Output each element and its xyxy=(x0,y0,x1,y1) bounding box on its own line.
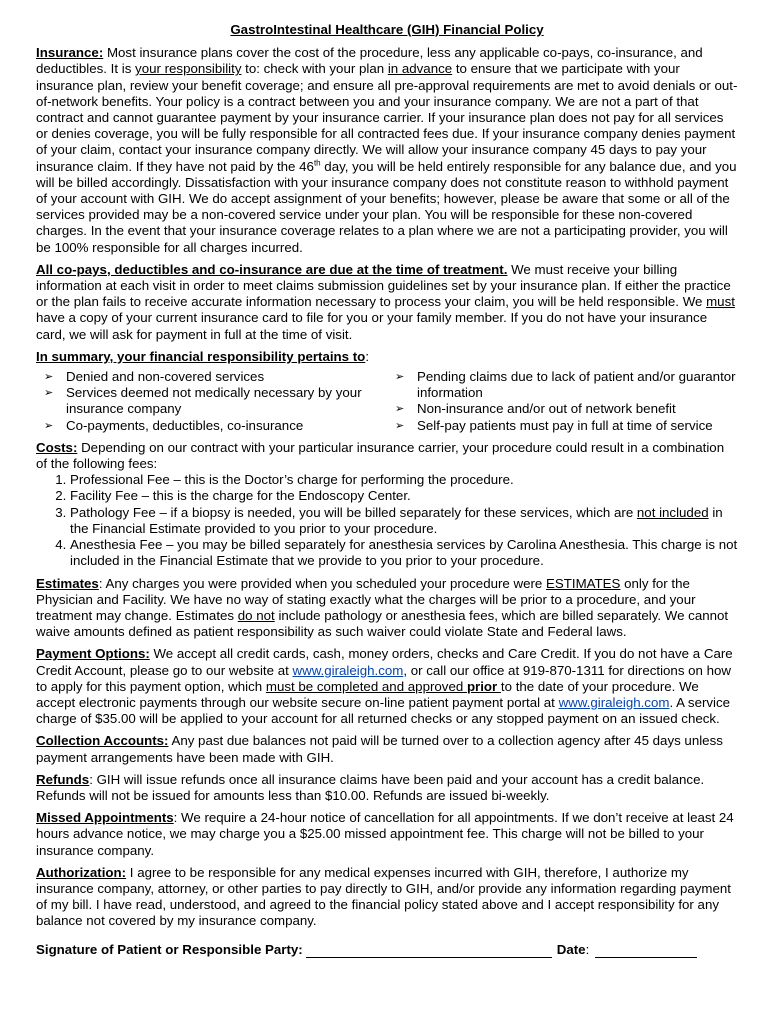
signature-line[interactable] xyxy=(306,945,552,958)
estimates-heading: Estimates xyxy=(36,575,99,591)
arrow-bullet-icon: ➢ xyxy=(44,371,54,384)
summary-section: In summary, your financial responsibility pertains to: ➢ Denied and non-covered services ➢ Services deemed not medically necessary by your insurance company ➢ Co-payments, deductibles, co-insurance ➢ Pending claims due to lack of patient and/or guarantor information ➢ Non-insurance and/or out of network benefit ➢ Self-pay patients must pay in full at time of service xyxy=(36,349,738,434)
costs-section: Costs: Depending on our contract with your particular insurance carrier, your procedure could result in a combination of the following fees: 1. Professional Fee – this is the Doctor’s charge for performing the procedure. 2. Facility Fee – this is the charge for the Endoscopy Center. 3. Pathology Fee – if a biopsy is needed, you will be billed separately for these services, which are not included in the Financial Estimate provided to you prior to your procedure. 4. Anesthesia Fee – you may be billed separately for anesthesia services by Carolina Anesthesia. This charge is not included in the Financial Estimate that we provide to you prior to your procedure. xyxy=(36,440,738,570)
arrow-bullet-icon: ➢ xyxy=(395,419,405,432)
arrow-bullet-icon: ➢ xyxy=(44,387,54,400)
summary-item: ➢ Services deemed not medically necessary by your insurance company xyxy=(44,385,362,417)
summary-item: ➢ Co-payments, deductibles, co-insurance xyxy=(44,417,304,433)
page-title: GastroIntestinal Healthcare (GIH) Financial Policy xyxy=(230,22,544,37)
collection-section: Collection Accounts: Any past due balances not paid will be turned over to a collection agency after 45 days unless payment arrangements have been made with GIH. xyxy=(36,733,723,765)
website-link[interactable]: www.giraleigh.com xyxy=(558,694,670,710)
insurance-heading: Insurance: xyxy=(36,45,104,61)
summary-heading: In summary, your financial responsibility pertains to xyxy=(36,348,366,364)
payment-heading: Payment Options: xyxy=(36,646,150,662)
collection-heading: Collection Accounts: xyxy=(36,733,169,749)
arrow-bullet-icon: ➢ xyxy=(395,403,405,416)
policy-page xyxy=(36,22,738,958)
payment-section: Payment Options: We accept all credit cards, cash, money orders, checks and Care Credit. If you do not have a Care Credit Account, please go to our website at www.giraleigh.com, or call our office at 919-870-1311 for directions on how to apply for this payment option, which must be completed and approved prior to the date of your procedure. We accept electronic payments through our website secure on-line patient payment portal at www.giraleigh.com. A service charge of $35.00 will be applied to your account for all returned checks or any stopped payment on an issued check. xyxy=(36,646,733,727)
signature-label: Signature of Patient or Responsible Party: xyxy=(36,941,303,957)
missed-heading: Missed Appointments xyxy=(36,810,174,826)
authorization-section: Authorization: I agree to be responsible for any medical expenses incurred with GIH, therefore, I authorize my insurance company, attorney, or other parties to pay directly to GIH, and/or provide any information regarding payment of my bill. I have read, understood, and agreed to the financial policy stated above and I accept responsibility for any balance not covered by my insurance company. xyxy=(36,864,731,929)
summary-item: ➢ Denied and non-covered services xyxy=(44,369,265,385)
signature-row xyxy=(36,942,738,958)
summary-item: ➢ Non-insurance and/or out of network benefit xyxy=(395,401,676,417)
date-label: Date: xyxy=(556,941,590,957)
refunds-heading: Refunds xyxy=(36,771,90,787)
summary-item: ➢ Self-pay patients must pay in full at time of service xyxy=(395,417,713,433)
summary-item: ➢ Pending claims due to lack of patient and/or guarantor information xyxy=(395,369,736,401)
fee-item: 4. Anesthesia Fee – you may be billed separately for anesthesia services by Carolina Anesthesia. This charge is not included in the Financial Estimate that we provide to you prior to your procedure. xyxy=(70,537,738,569)
arrow-bullet-icon: ➢ xyxy=(395,371,405,384)
missed-section: Missed Appointments: We require a 24-hour notice of cancellation for all appointments. If we don’t receive at least 24 hours advance notice, we may charge you a $25.00 missed appointment fee. This charge will not be billed to your insurance company. xyxy=(36,810,734,858)
refunds-section: Refunds: GIH will issue refunds once all insurance claims have been paid and your account has a credit balance. Refunds will not be issued for amounts less than $10.00. Refunds are issued bi-weekly. xyxy=(36,771,705,803)
costs-heading: Costs: xyxy=(36,439,78,455)
copays-section: All co-pays, deductibles and co-insurance are due at the time of treatment. We must receive your billing information at each visit in order to meet claims submission guidelines set by your insurance plan. If either the practice or the plan fails to receive accurate information necessary to process your claim, you will be held responsible. We must have a copy of your current insurance card to file for you or your family member. If you do not have your insurance card, we will ask for payment in full at the time of visit. xyxy=(36,261,735,342)
fee-item: 1. Professional Fee – this is the Doctor’s charge for performing the procedure. xyxy=(70,472,738,488)
arrow-bullet-icon: ➢ xyxy=(44,419,54,432)
date-line[interactable] xyxy=(595,945,697,958)
copays-heading: All co-pays, deductibles and co-insurance are due at the time of treatment. xyxy=(36,261,508,277)
fee-item: 2. Facility Fee – this is the charge for the Endoscopy Center. xyxy=(70,488,738,504)
insurance-section: Insurance: Most insurance plans cover the cost of the procedure, less any applicable co-pays, co-insurance, and deductibles. It is your responsibility to: check with your plan in advance to ensure that we participate with your insurance plan, review your benefit coverage; and ensure all pre-approval requirements are met to avoid denials or out-of-network benefits. Your policy is a contract between you and your insurance company. We are not a part of that contract and cannot guarantee payment by your insurance carrier. If your insurance plan does not pay for all services or denies coverage, you will be fully responsible for all contracted fees due. If your insurance company denies payment of your claim, contact your insurance company directly. We will allow your insurance company 45 days to pay your insurance claim. If they have not paid by the 46th day, you will be held entirely responsible for any balance due, and you will be billed accordingly. Dissatisfaction with your insurance company does not constitute reason to withhold payment of your account with GIH. We do accept assignment of your benefits; however, please be aware that some or all of the services provided may be a non-covered service under your plan. You will be responsible for these non-covered charges. In the event that your insurance coverage relates to a plan where we are not a participating provider, you will be 100% responsible for all charges incurred. xyxy=(36,45,738,255)
website-link[interactable]: www.giraleigh.com xyxy=(292,662,404,678)
authorization-heading: Authorization: xyxy=(36,864,127,880)
estimates-section: Estimates: Any charges you were provided when you scheduled your procedure were ESTIMATES only for the Physician and Facility. We have no way of stating exactly what the charges will be prior to a procedure, and your treatment may change. Estimates do not include pathology or anesthesia fees, which are billed separately. We cannot waive amounts defined as patient responsibility as such waiver could violate State and Federal laws. xyxy=(36,575,729,640)
fee-item: 3. Pathology Fee – if a biopsy is needed, you will be billed separately for these services, which are not included in the Financial Estimate provided to you prior to your procedure. xyxy=(70,505,738,537)
